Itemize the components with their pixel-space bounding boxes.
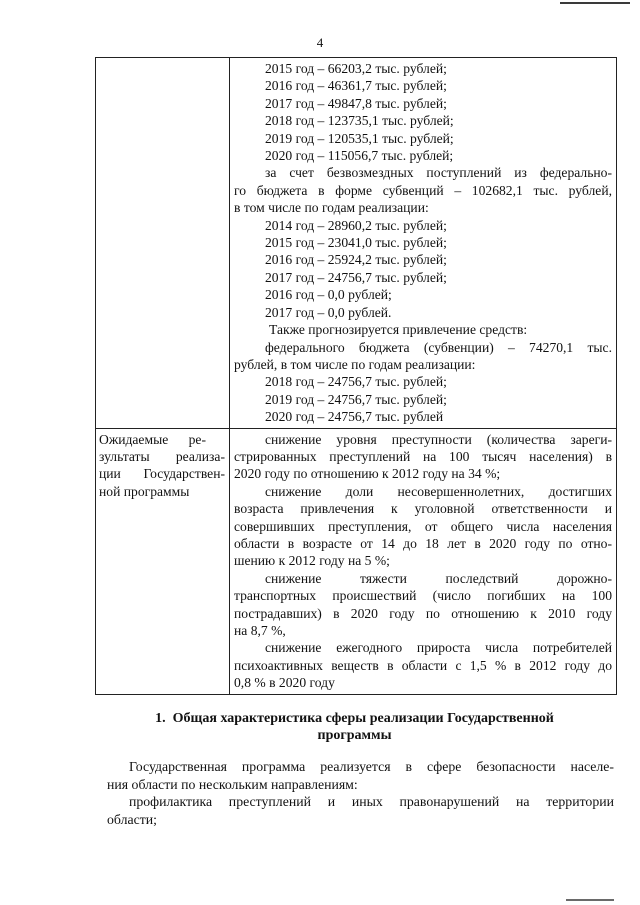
- result-line: возраста привлечения к уголовной ответственности и: [234, 501, 612, 517]
- funding-line: 2017 год – 24756,7 тыс. рублей;: [265, 269, 447, 285]
- scan-artifact-bottom: [566, 899, 614, 901]
- funding-line: 2019 год – 120535,1 тыс. рублей;: [265, 130, 454, 146]
- funding-line: 2018 год – 24756,7 тыс. рублей;: [265, 374, 447, 390]
- funding-line: 2017 год – 0,0 рублей.: [265, 304, 392, 320]
- row2-content-cell: [230, 428, 617, 694]
- funding-line: го бюджета в форме субвенций – 102682,1 тыс. рублей,: [234, 182, 612, 198]
- funding-line: 2015 год – 23041,0 тыс. рублей;: [265, 235, 447, 251]
- result-line: 0,8 % в 2020 году: [234, 675, 335, 691]
- section-heading-line: 1. Общая характеристика сферы реализации Государственной: [155, 711, 554, 726]
- funding-line: за счет безвозмездных поступлений из федерально-: [265, 165, 612, 181]
- funding-line: федерального бюджета (субвенции) – 74270,1 тыс.: [265, 339, 612, 355]
- funding-line: 2017 год – 49847,8 тыс. рублей;: [265, 95, 447, 111]
- result-line: снижение тяжести последствий дорожно-: [265, 570, 612, 586]
- paragraph-line: Государственная программа реализуется в сфере безопасности населе-: [129, 759, 614, 774]
- result-line: транспортных происшествий (число погибших на 100: [234, 588, 612, 604]
- table-row: [96, 428, 617, 694]
- funding-line: 2016 год – 46361,7 тыс. рублей;: [265, 78, 447, 94]
- result-line: психоактивных веществ в области с 1,5 % в 2012 году до: [234, 657, 612, 673]
- result-line: совершивших преступления, от общего числа населения: [234, 518, 612, 534]
- row2-label-cell: [96, 428, 230, 694]
- result-line: снижение уровня преступности (количества зареги-: [265, 431, 612, 447]
- funding-line: 2020 год – 24756,7 тыс. рублей: [265, 409, 444, 425]
- paragraph-line: ния области по нескольким направлениям:: [107, 776, 358, 792]
- result-line: пострадавших) в 2020 году по отношению к 2010 году: [234, 605, 612, 621]
- funding-line: 2015 год – 66203,2 тыс. рублей;: [265, 61, 447, 76]
- funding-line: 2020 год – 115056,7 тыс. рублей;: [265, 148, 454, 164]
- result-line: 2020 году по отношению к 2012 году на 34 %;: [234, 466, 501, 482]
- paragraph-line: профилактика преступлений и иных правонарушений на территории: [129, 794, 614, 810]
- row1-content-cell: [230, 58, 617, 429]
- table-row: [96, 58, 617, 429]
- row-label-line: ции Государствен-: [99, 466, 225, 482]
- funding-line: рублей, в том числе по годам реализации:: [234, 356, 476, 372]
- row-label-line: ной программы: [99, 483, 190, 499]
- result-line: области в возрасте от 14 до 18 лет в 2020 году по отно-: [234, 535, 612, 551]
- section-heading-line: программы: [317, 728, 392, 743]
- row1-label-cell: [96, 58, 230, 429]
- result-line: снижение ежегодного прироста числа потребителей: [265, 640, 612, 656]
- result-line: стрированных преступлений на 100 тысяч населения) в: [234, 448, 612, 464]
- result-line: шению к 2012 году на 5 %;: [234, 553, 390, 569]
- funding-line: Также прогнозируется привлечение средств:: [269, 322, 528, 338]
- page-number: 4: [316, 35, 324, 50]
- row-label-line: Ожидаемые ре-: [99, 431, 206, 447]
- funding-line: 2018 год – 123735,1 тыс. рублей;: [265, 113, 454, 129]
- funding-line: 2016 год – 25924,2 тыс. рублей;: [265, 252, 447, 268]
- scan-artifact-top: [560, 2, 630, 4]
- funding-line: 2014 год – 28960,2 тыс. рублей;: [265, 217, 447, 233]
- section-paragraph: [107, 758, 614, 828]
- funding-line: 2016 год – 0,0 рублей;: [265, 287, 392, 303]
- result-line: на 8,7 %,: [234, 623, 286, 638]
- row-label-line: зультаты реализа-: [99, 448, 225, 464]
- program-passport-table: [95, 57, 617, 695]
- funding-line: в том числе по годам реализации:: [234, 200, 429, 216]
- paragraph-line: области;: [107, 811, 157, 827]
- section-heading: [95, 710, 614, 744]
- funding-line: 2019 год – 24756,7 тыс. рублей;: [265, 391, 447, 407]
- result-line: снижение доли несовершеннолетних, достигших: [265, 483, 612, 499]
